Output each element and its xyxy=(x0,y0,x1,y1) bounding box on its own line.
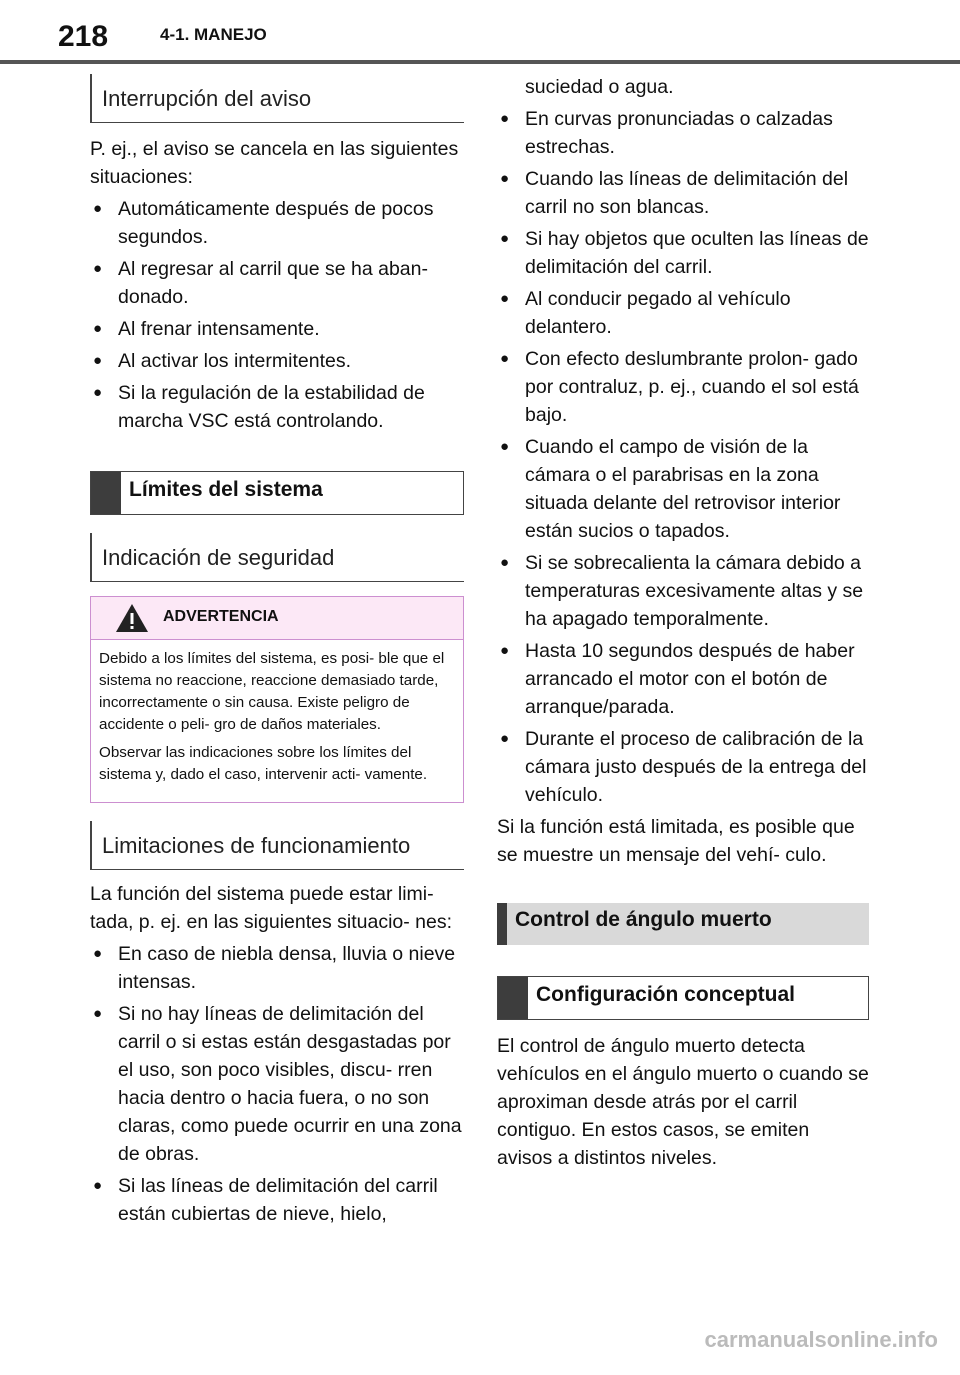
chapter-title: 4-1. MANEJO xyxy=(160,25,267,44)
list-item: ● Al activar los intermitentes. xyxy=(90,347,464,375)
watermark: carmanualsonline.info xyxy=(704,1327,938,1352)
warning-header xyxy=(91,597,463,640)
list-item: ● Al conducir pegado al vehículo delantero. xyxy=(497,285,869,341)
heading-marker xyxy=(497,903,507,945)
page-header xyxy=(0,0,960,64)
list-item: ● En curvas pronunciadas o calzadas estrechas. xyxy=(497,105,869,161)
paragraph-limitaciones: La función del sistema puede estar limi- tada, p. ej. en las siguientes situacio- nes: xyxy=(90,883,453,933)
bullet-list-continued xyxy=(497,105,869,809)
warning-triangle-icon xyxy=(115,603,149,633)
paragraph-config: El control de ángulo muerto detecta vehículos en el ángulo muerto o cuando se aproximan desde atrás por el carril contiguo. En estos casos, se emiten avisos a distintos niveles. xyxy=(497,1035,869,1169)
heading-configuracion xyxy=(497,976,869,1020)
heading-angulo-muerto xyxy=(497,903,869,946)
warning-title: ADVERTENCIA xyxy=(163,608,279,625)
heading-limites-label: Límites del sistema xyxy=(129,478,323,501)
list-item: ● Si hay objetos que oculten las líneas de delimitación del carril. xyxy=(497,225,869,281)
heading-indicacion: Indicación de seguridad xyxy=(90,533,464,582)
list-item: ● Con efecto deslumbrante prolon- gado por contraluz, p. ej., cuando el sol está bajo. xyxy=(497,345,869,429)
heading-limites xyxy=(90,471,464,515)
list-item: ● Cuando el campo de visión de la cámara o el parabrisas en la zona situada delante del retrovisor interior están sucios o tapados. xyxy=(497,433,869,545)
heading-marker xyxy=(498,977,528,1019)
warning-text: Debido a los límites del sistema, es posi- ble que el sistema no reaccione, reaccione demasiado tarde, incorrectamente o sin causa. Existe peligro de accidente o peli- gro de daños materiales. xyxy=(99,650,445,733)
heading-interrupcion: Interrupción del aviso xyxy=(90,74,464,123)
heading-limitaciones: Limitaciones de funcionamiento xyxy=(90,821,464,870)
header-rule xyxy=(0,60,960,64)
list-item: ● Si se sobrecalienta la cámara debido a temperaturas excesivamente altas y se ha apagado temporalmente. xyxy=(497,549,869,633)
list-item: ● Si no hay líneas de delimitación del carril o si estas están desgastadas por el uso, son poco visibles, discu- rren hacia dentro o hacia fuera, o no son claras, como puede ocurrir en una zona de obras. xyxy=(90,1000,464,1168)
page-number: 218 xyxy=(58,20,109,53)
list-item: ● Cuando las líneas de delimitación del carril no son blancas. xyxy=(497,165,869,221)
bullet-list-limitaciones xyxy=(90,940,464,1228)
warning-box xyxy=(90,596,464,803)
left-column xyxy=(90,70,464,1228)
list-item: ● Si las líneas de delimitación del carril están cubiertas de nieve, hielo, xyxy=(90,1172,464,1228)
heading-angulo-label: Control de ángulo muerto xyxy=(515,908,772,931)
list-item: ● Hasta 10 segundos después de haber arrancado el motor con el botón de arranque/parada. xyxy=(497,637,869,721)
warning-body xyxy=(91,640,463,802)
paragraph-intro: P. ej., el aviso se cancela en las siguientes situaciones: xyxy=(90,138,459,188)
warning-text: Observar las indicaciones sobre los límites del sistema y, dado el caso, intervenir acti- vamente. xyxy=(99,744,428,783)
list-item: ● Automáticamente después de pocos segundos. xyxy=(90,195,464,251)
right-column xyxy=(497,70,869,1172)
heading-config-label: Configuración conceptual xyxy=(536,983,796,1006)
list-item: ● Al frenar intensamente. xyxy=(90,315,464,343)
paragraph-limitada: Si la función está limitada, es posible que se muestre un mensaje del vehí- culo. xyxy=(497,816,855,866)
continued-text: suciedad o agua. xyxy=(525,76,674,98)
heading-marker xyxy=(91,472,121,514)
list-item: ● Al regresar al carril que se ha aban- donado. xyxy=(90,255,464,311)
list-item: ● Durante el proceso de calibración de la cámara justo después de la entrega del vehículo. xyxy=(497,725,869,809)
list-item: ● En caso de niebla densa, lluvia o nieve intensas. xyxy=(90,940,464,996)
bullet-list-interrupcion xyxy=(90,195,464,435)
list-item: ● Si la regulación de la estabilidad de marcha VSC está controlando. xyxy=(90,379,464,435)
